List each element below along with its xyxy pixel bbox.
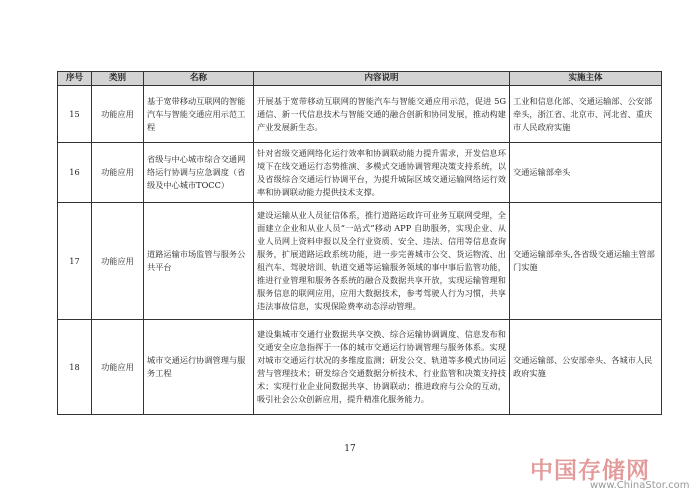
header-serial-no: 序号 [58,72,92,86]
row-category: 功能应用 [92,203,144,320]
header-content: 内容说明 [254,72,510,86]
row-name: 基于宽带移动互联网的智能汽车与智能交通应用示范工程 [144,86,254,143]
table-row [58,143,662,203]
table-row [58,86,662,143]
row-content: 开展基于宽带移动互联网的智能汽车与智能交通应用示范，促进 5G 通信、新一代信息技术与智能交通的融合创新和协同发展，推动构建产业发展新生态。 [254,86,510,143]
row-name: 道路运输市场监管与服务公共平台 [144,203,254,320]
row-implementer: 交通运输部、公安部牵头、各城市人民政府实施 [510,320,662,415]
project-table [57,71,662,415]
row-name: 省级与中心城市综合交通网络运行协调与应急调度（省级及中心城市TOCC） [144,143,254,203]
row-content: 针对省级交通网络化运行效率和协调联动能力提升需求，开发信息环境下在线交通运行态势推演、多模式交通协调管理决策支持系统，以及省级综合交通运行协调平台，为提升城际区域交通运输网络运行效率和协调联动能力提供技术支撑。 [254,143,510,203]
row-implementer: 交通运输部牵头,各省级交通运输主管部门实施 [510,203,662,320]
row-serial-no: 16 [58,143,92,203]
row-category: 功能应用 [92,320,144,415]
row-category: 功能应用 [92,143,144,203]
watermark-logo-text: 中国存储网 [530,458,650,484]
page-number: 17 [344,444,356,454]
header-category: 类别 [92,72,144,86]
watermark-url: www.ChinaStor.com [590,480,690,491]
header-implementer: 实施主体 [510,72,662,86]
row-serial-no: 17 [58,203,92,320]
row-serial-no: 18 [58,320,92,415]
row-implementer: 交通运输部牵头 [510,143,662,203]
row-content: 建设集城市交通行业数据共享交换、综合运输协调调度、信息发布和交通安全应急指挥于一体的城市交通运行协调管理与服务体系。实现对城市交通运行状况的多维度监测；研发公交、轨道等多模式协同运营与管理技术；研发综合交通数据分析技术、行业监管和决策支持技术；实现行业企业间数据共享、协调联动；推进政府与公众的互动，吸引社会公众创新应用，提升精准化服务能力。 [254,320,510,415]
row-serial-no: 15 [58,86,92,143]
row-implementer: 工业和信息化部、交通运输部、公安部牵头，浙江省、北京市、河北省、重庆市人民政府实施 [510,86,662,143]
table-row [58,203,662,320]
header-name: 名称 [144,72,254,86]
table-header-row [58,72,662,86]
table-row [58,320,662,415]
row-category: 功能应用 [92,86,144,143]
row-name: 城市交通运行协调管理与服务工程 [144,320,254,415]
row-content: 建设运输从业人员征信体系，推行道路运政许可业务互联网受理，全面建立企业和从业人员“一站式”移动 APP 自助服务，实现企业、从业人员网上资料申报以及全行业资质、安全、违法、信用等信息查询服务，扩展道路运政系统功能，进一步完善城市公交、货运物流、出租汽车、驾驶培训、轨道交通等运输服务领域的事中事后监管功能，推进行业管理和服务各系统的融合及数据共享开放，实现运输管理和服务信息的联网应用，应用大数据技术，参考驾驶人行为习惯，共享违法事故信息，实现保险费率动态浮动管理。 [254,203,510,320]
